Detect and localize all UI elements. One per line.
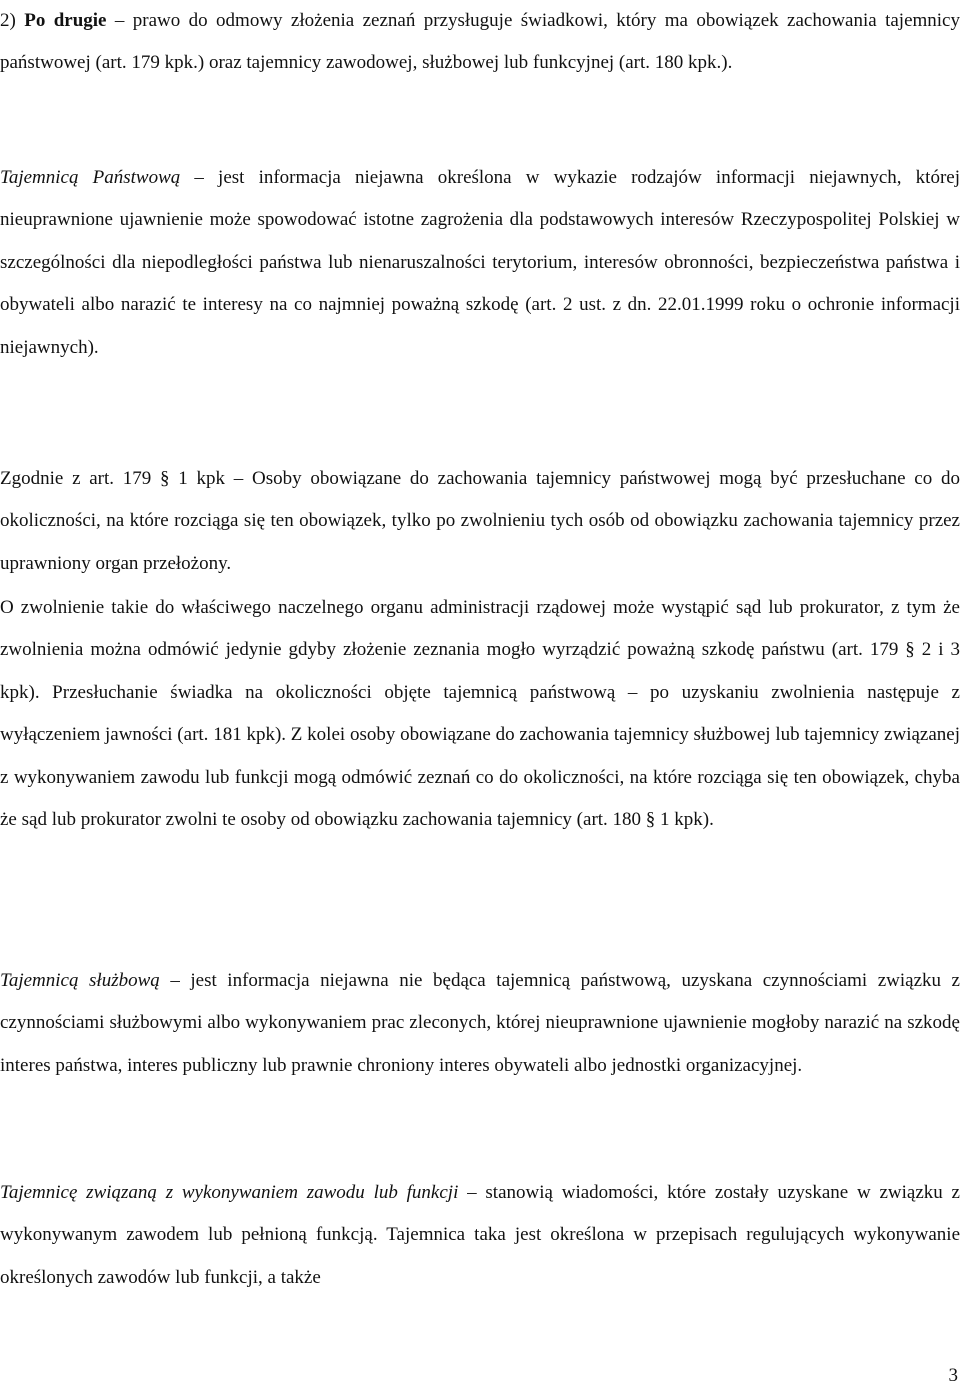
paragraph-text: – prawo do odmowy złożenia zeznań przysługuje świadkowi, który ma obowiązek zachowania tajemnicy państwowej (art. 179 kpk.) oraz tajemnicy zawodowej, służbowej lub funkcyjnej (art. 180 kpk.). (0, 10, 960, 74)
paragraph-tajemnica-zawodowa (0, 1172, 960, 1299)
italic-term: Tajemnicą Państwową (0, 167, 181, 188)
paragraph-text: O zwolnienie takie do właściwego naczelnego organu administracji rządowej może wystąpić sąd lub prokurator, z tym że zwolnienia można odmówić jedynie gdyby złożenie zeznania mogło wyrządzić poważną szkodę państwu (art. 179 § 2 i 3 kpk). Przesłuchanie świadka na okoliczności objęte tajemnicą państwową – po uzyskaniu zwolnienia następuje z wyłączeniem jawności (art. 181 kpk). Z kolei osoby obowiązane do zachowania tajemnicy służbowej lub tajemnicy związanej z wykonywaniem zawodu lub funkcji mogą odmówić zeznań co do okoliczności, na które rozciąga się ten obowiązek, chyba że sąd lub prokurator zwolni te osoby od obowiązku zachowania tajemnicy (art. 180 § 1 kpk). (0, 597, 960, 831)
paragraph-tajemnica-sluzbowa (0, 960, 960, 1087)
list-number: 2) (0, 10, 16, 31)
paragraph-text: Zgodnie z art. 179 § 1 kpk – Osoby obowiązane do zachowania tajemnicy państwowej mogą być przesłuchane co do okoliczności, na które rozciąga się ten obowiązek, tylko po zwolnieniu tych osób od obowiązku zachowania tajemnicy przez uprawniony organ przełożony. (0, 468, 960, 574)
paragraph-text: – jest informacja niejawna nie będąca tajemnicą państwową, uzyskana czynnościami związku z czynnościami służbowymi albo wykonywaniem prac zleconych, której nieuprawnione ujawnienie mogłoby narazić na szkodę interes państwa, interes publiczny lub prawnie chroniony interes obywateli albo jednostki organizacyjnej. (0, 970, 960, 1076)
paragraph-text: – jest informacja niejawna określona w wykazie rodzajów informacji niejawnych, której nieuprawnione ujawnienie może spowodować istotne zagrożenia dla podstawowych interesów Rzeczypospolitej Polskiej w szczególności dla niepodległości państwa lub nienaruszalności terytorium, interesów obronności, bezpieczeństwa państwa i obywateli albo narazić te interesy na co najmniej poważną szkodę (art. 2 ust. z dn. 22.01.1999 roku o ochronie informacji niejawnych). (0, 167, 960, 358)
page-number: 3 (948, 1365, 958, 1386)
italic-term: Tajemnicą służbową (0, 970, 160, 991)
bold-lead: Po drugie (24, 10, 107, 31)
paragraph-art-179 (0, 458, 960, 585)
paragraph-zwolnienie (0, 587, 960, 841)
paragraph-po-drugie (0, 0, 960, 85)
paragraph-text: – stanowią wiadomości, które zostały uzyskane w związku z wykonywanym zawodem lub pełnioną funkcją. Tajemnica taka jest określona w przepisach regulujących wykonywanie określonych zawodów lub funkcji, a także (0, 1182, 960, 1288)
paragraph-tajemnica-panstwowa (0, 157, 960, 369)
italic-term: Tajemnicę związaną z wykonywaniem zawodu lub funkcji (0, 1182, 459, 1203)
